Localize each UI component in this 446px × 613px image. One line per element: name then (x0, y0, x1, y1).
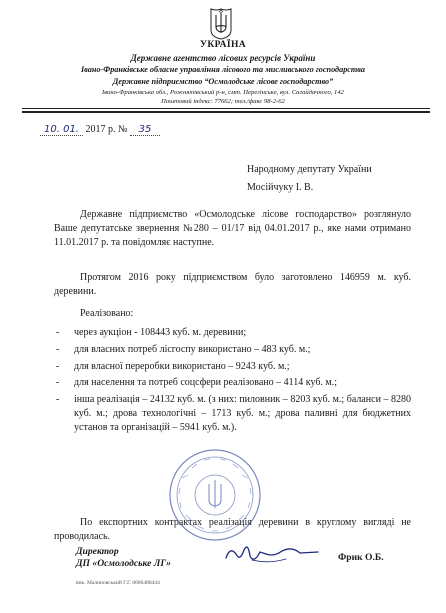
realized-heading: Реалізовано: (80, 308, 134, 319)
addressee-position: Народному депутату України (247, 164, 372, 175)
round-seal-stamp (168, 448, 262, 542)
signer-title: Директор (76, 546, 119, 557)
trident-emblem-icon (208, 6, 234, 40)
list-item: - для власних потреб лісгоспу використано – 483 куб. м.; (56, 343, 311, 355)
executor-footnote: вик. Малиновський Г.Г. 0686488444 (76, 580, 160, 586)
list-item: - інша реалізація – 24132 куб. м. (з них: пиловник – 8203 куб. м.; баланси – 8280 куб. м.; дрова технологічні – 1713 куб. м.; дрова паливні для бюджетних установ та організацій – 5941 куб. м.). (56, 394, 411, 433)
header-address: Івано-Франківська обл., Рожнятівський р-н, смт. Перегінське, вул. Сагайдачного, 142 (102, 89, 344, 96)
header-divider-thick (22, 111, 430, 113)
year-number-label: 2017 р. № (85, 124, 128, 135)
header-department: Івано-Франківське обласне управління лісового та мисливського господарства (81, 65, 365, 74)
body-paragraph-export: По експортних контрактах реалізація деревини в круглому вигляді не проводилась. (54, 517, 411, 542)
date-number-line (40, 124, 160, 136)
body-paragraph-intro: Державне підприємство «Осмолодське лісове господарство» розглянуло Ваше депутатське звернення №280 – 01/17 від 04.01.2017 р., яке нами отримано 11.01.2017 р. та повідомляє наступне. (54, 209, 411, 248)
body-paragraph-harvest: Протягом 2016 року підприємством було заготовлено 146959 м. куб. деревини. (54, 272, 411, 297)
list-item: - для населення та потреб соцсфери реалізовано – 4114 куб. м.; (56, 377, 338, 389)
header-postal: Поштовий індекс: 77662; тел./факс 98-2-62 (161, 98, 285, 105)
header-country: УКРАЇНА (199, 40, 247, 50)
list-item: - для власної переробки використано – 9243 куб. м.; (56, 360, 290, 372)
header-divider-thin (22, 108, 430, 109)
header-enterprise: Державне підприємство “Осмолодське лісове господарство” (112, 77, 334, 86)
signer-name: Фрик О.Б. (338, 552, 384, 563)
header-agency: Державне агентство лісових ресурсів України (130, 53, 316, 63)
handwritten-signature (222, 540, 322, 568)
addressee-name: Мосійчуку І. В. (247, 182, 314, 193)
signer-organization: ДП «Осмолодське ЛГ» (76, 558, 171, 569)
realization-list (54, 326, 411, 438)
handwritten-date: 10. 01. (40, 124, 83, 136)
list-item: - через аукціон - 108443 куб. м. деревини; (56, 327, 247, 338)
handwritten-number: 35 (130, 124, 160, 136)
